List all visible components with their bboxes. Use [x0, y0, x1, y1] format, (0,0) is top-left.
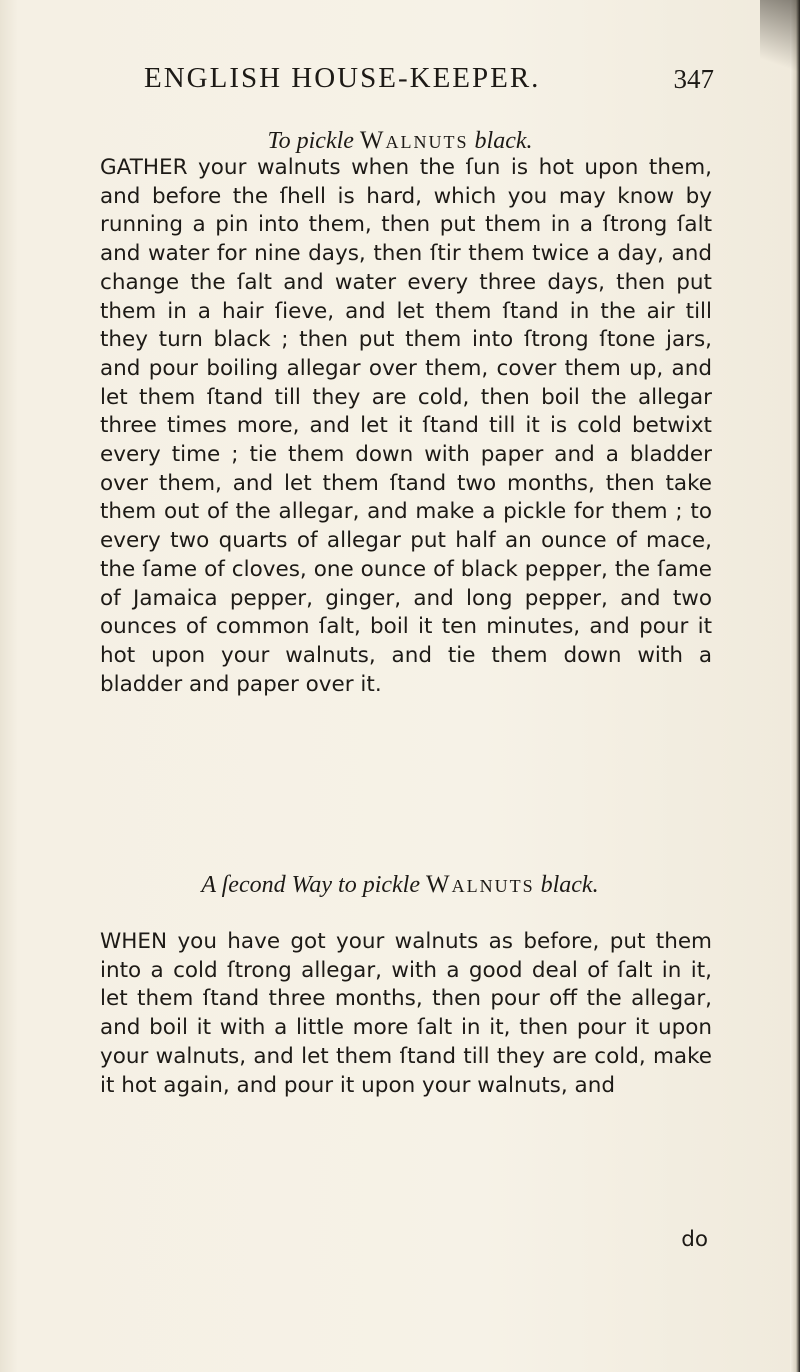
recipe-title-1-italic: To pickle: [267, 128, 354, 154]
recipe-title-1: [0, 127, 800, 155]
running-head: ENGLISH HOUSE-KEEPER.: [144, 62, 541, 94]
recipe-title-1-smallcaps: Walnuts: [359, 127, 469, 154]
catchword: do: [681, 1227, 708, 1252]
corner-shadow: [760, 0, 800, 90]
page-header: [144, 62, 714, 102]
recipe-title-1-end: black.: [474, 128, 533, 154]
page-edge: [790, 0, 800, 1372]
recipe-title-2-smallcaps: Walnuts: [426, 871, 535, 898]
recipe-title-2: [0, 871, 800, 899]
recipe-paragraph-1: GATHER your walnuts when the ſun is hot upon them, and before the ſhell is hard, which you may know by running a pin into them, then put them in a ſtrong ſalt and water for nine days, then ſtir them twice a day, and change the ſalt and water every three days, then put them in a hair ſieve, and let them ſtand in the air till they turn black ; then put them into ſtrong ſtone jars, and pour boiling allegar over them, cover them up, and let them ſtand till they are cold, then boil the allegar three times more, and let it ſtand till it is cold betwixt every time ; tie them down with paper and a bladder over them, and let them ſtand two months, then take them out of the allegar, and make a pickle for them ; to every two quarts of allegar put half an ounce of mace, the ſame of cloves, one ounce of black pepper, the ſame of Jamaica pepper, ginger, and long pepper, and two ounces of common ſalt, boil it ten minutes, and pour it hot upon your walnuts, and tie them down with a bladder and paper over it.: [100, 155, 712, 697]
recipe-title-2-end: black.: [540, 872, 599, 898]
page-number: 347: [673, 64, 714, 94]
recipe-title-2-italic: A ſecond Way to pickle: [201, 872, 420, 898]
recipe-paragraph-2: WHEN you have got your walnuts as before, put them into a cold ſtrong allegar, with a good deal of ſalt in it, let them ſtand three months, then pour off the allegar, and boil it with a little more ſalt in it, then pour it upon your walnuts, and let them ſtand till they are cold, make it hot again, and pour it upon your walnuts, and: [100, 929, 712, 1098]
